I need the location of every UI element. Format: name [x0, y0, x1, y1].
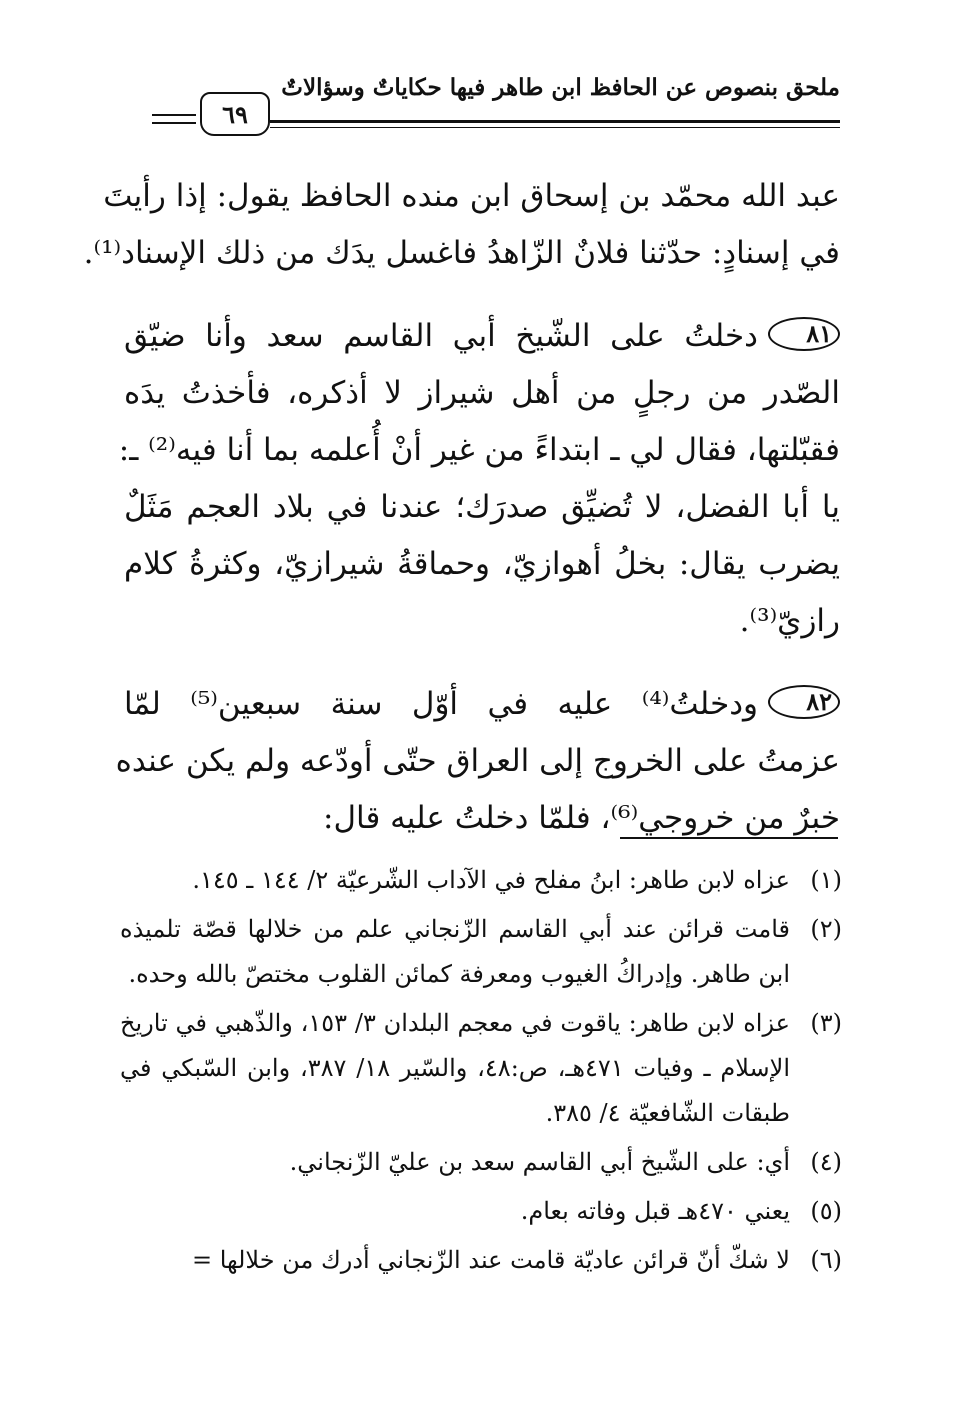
footnote [120, 1189, 842, 1234]
footnote-number: (٤) [810, 1148, 842, 1176]
text-line: الصّدر من رجلٍ من أهل شيراز لا أذكره، فأخذتُ يدَه [124, 375, 840, 411]
header-rule [270, 120, 840, 128]
footnote-text: عزاه لابن طاهر: ابنُ مفلح في الآداب الشّرعيّة ٢/ ١٤٤ ـ ١٤٥. [192, 866, 790, 894]
footnote-number: (٢) [810, 915, 842, 943]
text-line: في إسنادٍ: حدّثنا فلانٌ الزّاهدُ فاغسل يدَك من ذلك الإسناد⁽¹⁾. [83, 235, 840, 271]
main-text [83, 168, 840, 847]
footnote-text: يعني ٤٧٠هـ قبل وفاته بعام. [520, 1197, 790, 1225]
paragraph-number-badge: ٨١ [768, 317, 840, 351]
paragraph-1 [83, 168, 840, 282]
page-number: ٦٩ [200, 92, 270, 136]
text-line: عبد الله محمّد بن إسحاق ابن منده الحافظ يقول: إذا رأيتَ [103, 178, 840, 214]
footnote [120, 1238, 842, 1283]
footnote [120, 1001, 842, 1136]
header-title: ملحق بنصوص عن الحافظ ابن طاهر فيها حكاياتٌ وسؤالاتٌ [281, 74, 840, 101]
footnote [120, 907, 842, 997]
paragraph-number-badge: ٨٢ [768, 685, 840, 719]
running-header [152, 68, 840, 132]
footnote-text: أي: على الشّيخ أبي القاسم سعد بن عليّ الزّنجاني. [289, 1148, 790, 1176]
text-line-content: دخلتُ على الشّيخ أبي القاسم سعد وأنا ضيّق [124, 318, 758, 354]
footnotes [120, 858, 842, 1287]
footnote-text: لا شكّ أنّ قرائن عاديّة قامت عند الزّنجاني أدرك من خلالها = [192, 1246, 790, 1274]
footnote-text: قامت قرائن عند أبي القاسم الزّنجاني علم من خلالها قصّة تلميذه ابن طاهر. وإدراكُ الغيوب ومعرفة كمائن القلوب مختصّ بالله وحده. [120, 915, 790, 988]
text-line: رازيّ⁽³⁾. [739, 603, 840, 639]
text-line [124, 308, 840, 365]
text-line: خبرٌ من خروجي⁽⁶⁾، فلمّا دخلتُ عليه قال: [323, 800, 840, 836]
paragraph-81 [118, 308, 840, 650]
footnote [120, 1140, 842, 1185]
paragraph-82 [115, 676, 840, 847]
text-line: عزمتُ على الخروج إلى العراق حتّى أودّعه ولم يكن عنده [115, 743, 840, 779]
text-line: يضرب يقال: بخلُ أهوازيّ، وحماقةُ شيرازيّ، وكثرةُ كلام [124, 546, 840, 582]
text-line [124, 676, 840, 733]
footnote-number: (١) [810, 866, 842, 894]
text-line: يا أبا الفضل، لا تُضيِّق صدرَك؛ عندنا في بلاد العجم مَثَلٌ [124, 489, 840, 525]
footnote-number: (٦) [810, 1246, 842, 1274]
footnote-number: (٥) [810, 1197, 842, 1225]
footnote [120, 858, 842, 903]
footnote-separator [620, 837, 838, 839]
text-line: فقبّلتها، فقال لي ـ ابتداءً من غير أنْ أُعلمه بما أنا فيه⁽²⁾ ـ: [118, 432, 840, 468]
text-line-content: ودخلتُ⁽⁴⁾ عليه في أوّل سنة سبعين⁽⁵⁾ لمّا [124, 686, 759, 722]
footnote-number: (٣) [810, 1009, 842, 1037]
footnote-text: عزاه لابن طاهر: ياقوت في معجم البلدان ٣/ ١٥٣، والذّهبي في تاريخ الإسلام ـ وفيات ٤٧١هـ، ص:٤٨، والسّير ١٨/ ٣٨٧، وابن السّبكي في طبقات الشّافعيّة ٤/ ٣٨٥. [120, 1009, 791, 1127]
header-dash [152, 114, 196, 124]
